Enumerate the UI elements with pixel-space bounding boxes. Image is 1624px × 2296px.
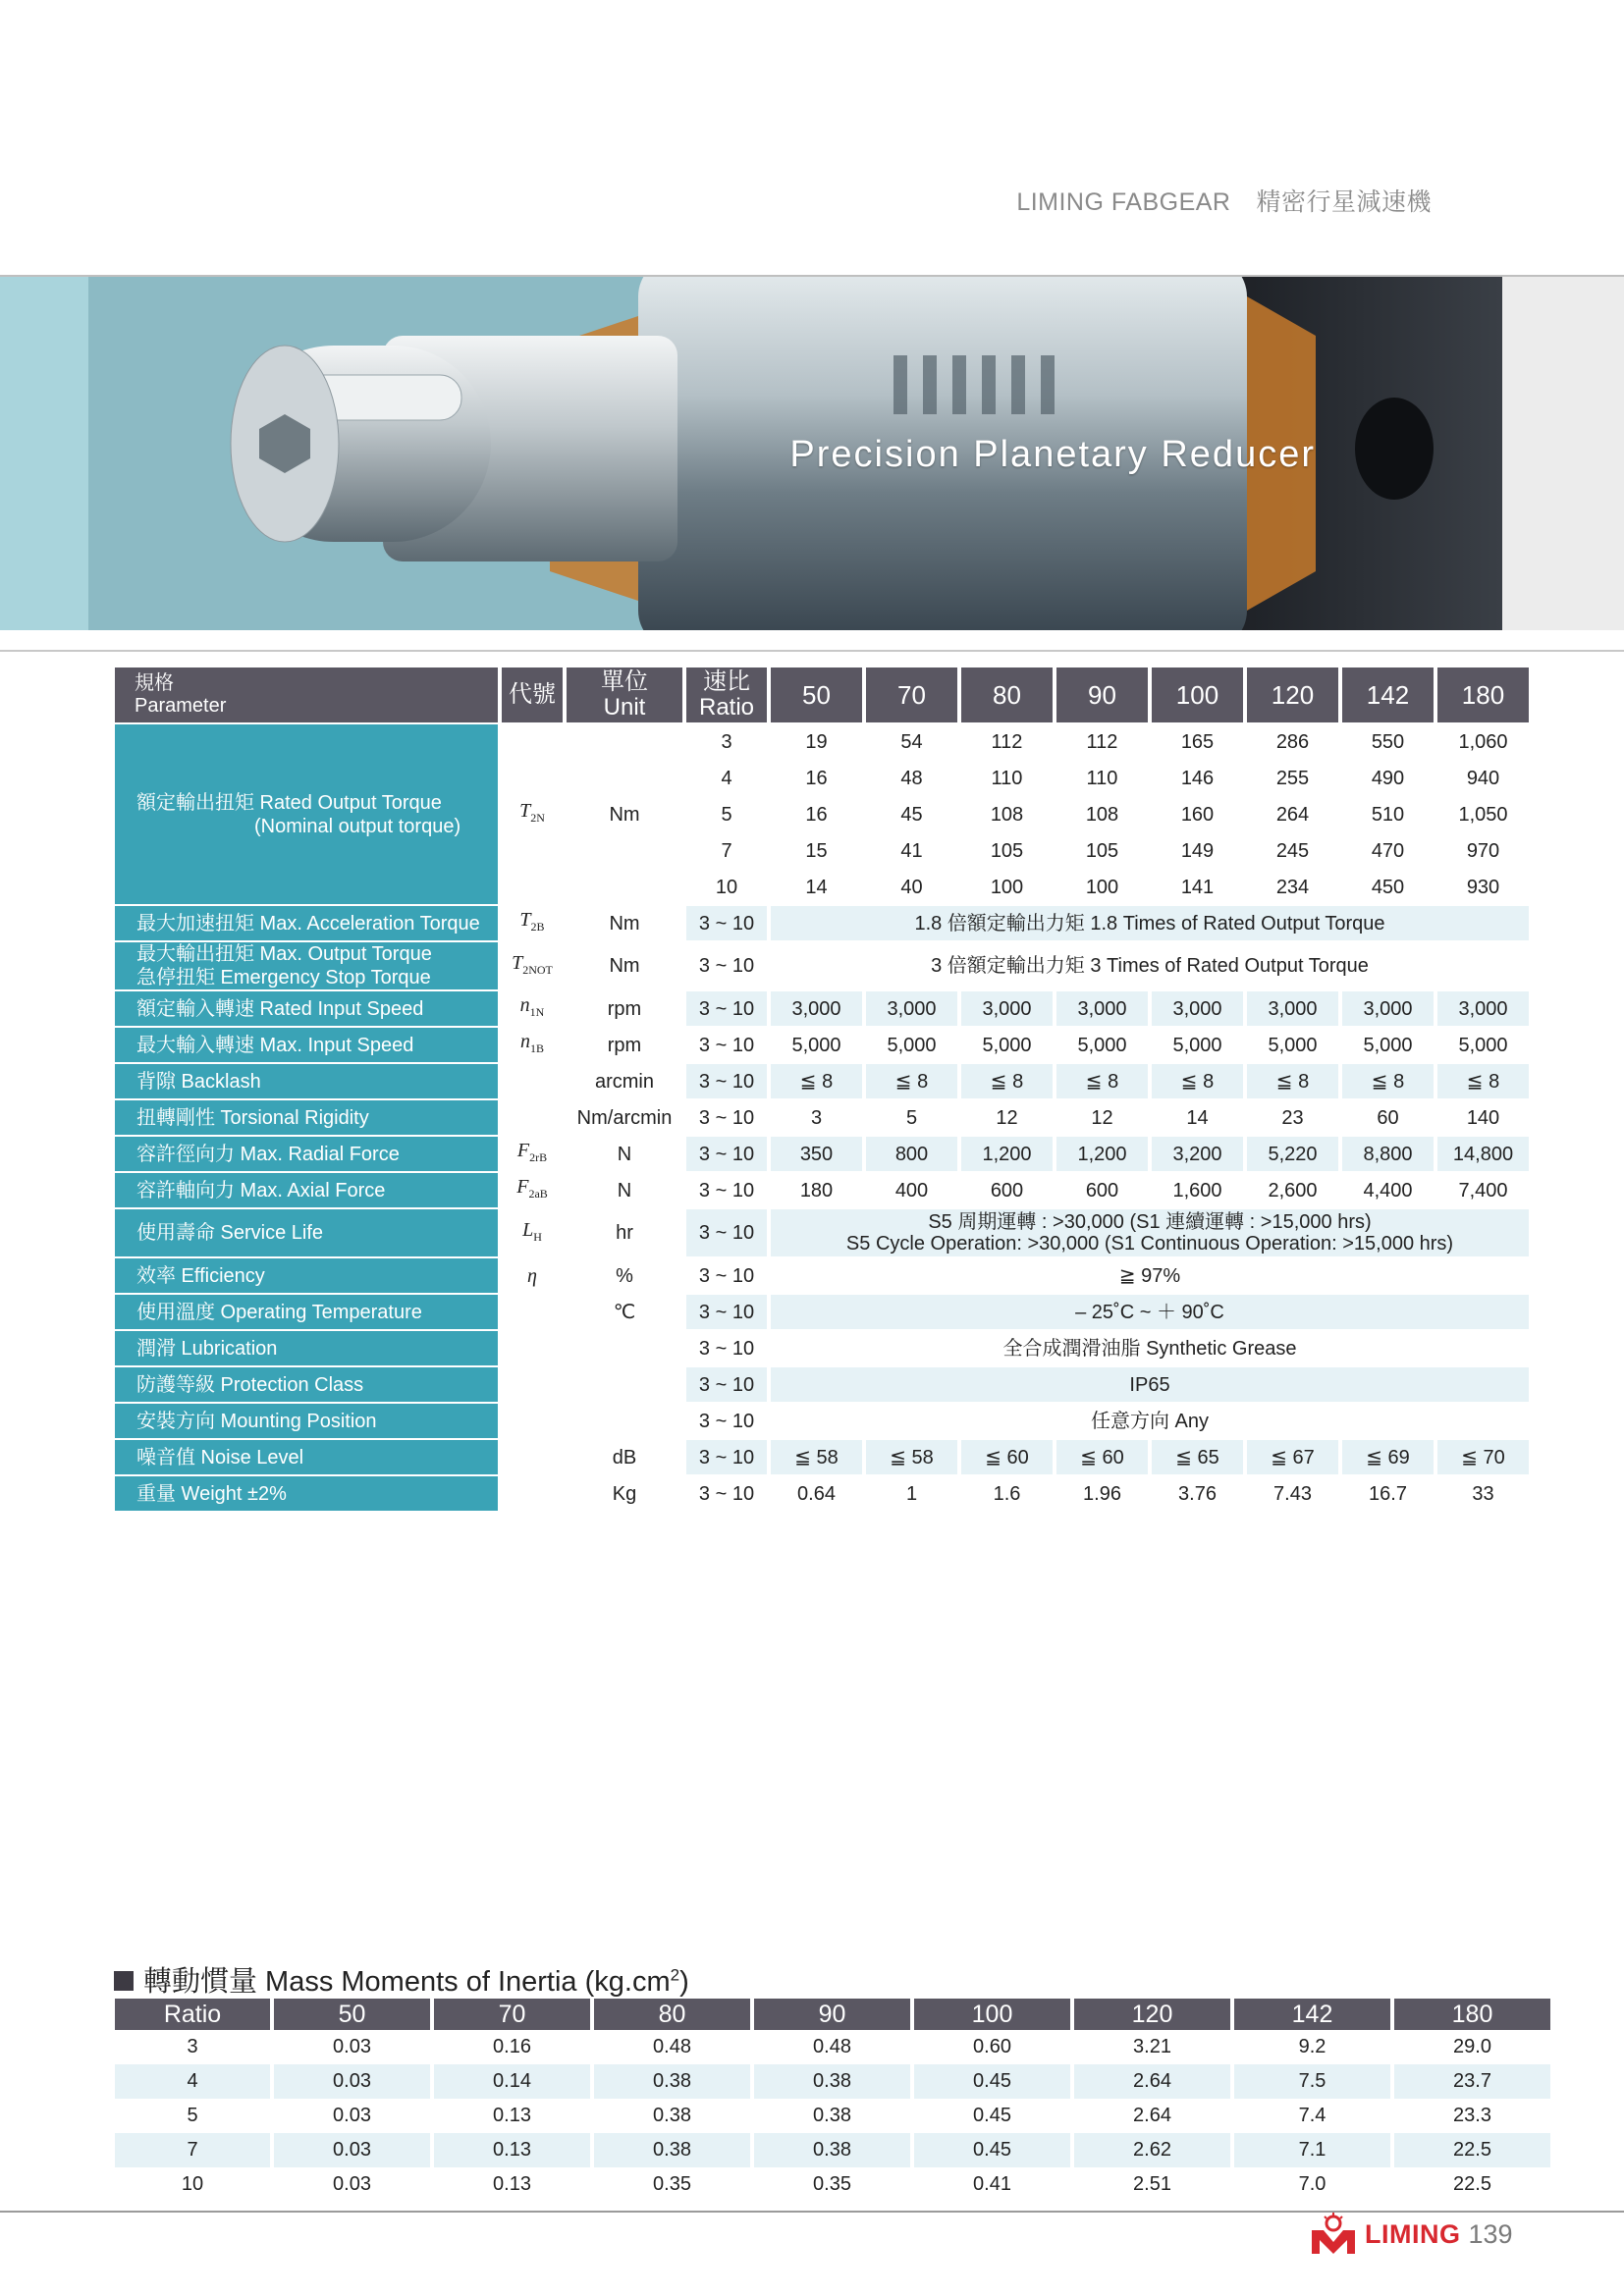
value-cell: 1.96 [1056, 1476, 1148, 1513]
inertia-cell: 0.13 [434, 2167, 590, 2202]
inertia-cell: 2.62 [1074, 2133, 1230, 2167]
unit-cell: rpm [567, 991, 682, 1028]
value-cell: 23 [1247, 1100, 1338, 1137]
span-value-cell: IP65 [771, 1367, 1529, 1404]
value-cell: 48 [866, 761, 957, 797]
table-row [115, 1367, 1529, 1404]
value-cell: 108 [1056, 797, 1148, 833]
inertia-section-title: 轉動慣量 Mass Moments of Inertia $(kg.cm^2)$ [114, 1959, 689, 2000]
inertia-cell: 0.38 [594, 2133, 750, 2167]
value-cell: 14 [1152, 1100, 1243, 1137]
inertia-cell: 7 [115, 2133, 270, 2167]
unit-cell: Nm [567, 724, 682, 906]
value-cell: 234 [1247, 870, 1338, 906]
row-label-max-accel: 最大加速扭矩 Max. Acceleration Torque [115, 906, 498, 942]
table-row [115, 1028, 1529, 1064]
value-cell: 14 [771, 870, 862, 906]
ratio-cell: 10 [686, 870, 767, 906]
row-label-rigidity: 扭轉剛性 Torsional Rigidity [115, 1100, 498, 1137]
symbol-t2b: $T_{2B}$ [502, 906, 563, 942]
inertia-cell: 5 [115, 2099, 270, 2133]
value-cell: 245 [1247, 833, 1338, 870]
unit-cell: arcmin [567, 1064, 682, 1100]
value-cell: 146 [1152, 761, 1243, 797]
value-cell: 12 [1056, 1100, 1148, 1137]
ratio-cell: 3 ~ 10 [686, 1064, 767, 1100]
inertia-cell: 0.35 [594, 2167, 750, 2202]
value-cell: 350 [771, 1137, 862, 1173]
inertia-header-row [115, 1999, 1550, 2030]
value-cell: 5,220 [1247, 1137, 1338, 1173]
symbol-empty [502, 1295, 563, 1331]
value-cell: 970 [1437, 833, 1529, 870]
symbol-empty [502, 1440, 563, 1476]
inertia-cell: 2.64 [1074, 2064, 1230, 2099]
inertia-header: 50 [274, 1999, 430, 2030]
inertia-cell: 0.38 [754, 2064, 910, 2099]
table-row [115, 1258, 1529, 1295]
value-cell: ≦ 58 [771, 1440, 862, 1476]
table-row [115, 1064, 1529, 1100]
value-cell: 600 [961, 1173, 1053, 1209]
value-cell: 100 [1056, 870, 1148, 906]
ratio-cell: 3 ~ 10 [686, 906, 767, 942]
ratio-cell: 3 ~ 10 [686, 1209, 767, 1258]
unit-cell: Nm [567, 906, 682, 942]
value-cell: 7,400 [1437, 1173, 1529, 1209]
ratio-cell: 3 ~ 10 [686, 1476, 767, 1513]
value-cell: ≦ 8 [1342, 1064, 1434, 1100]
reducer-photo [88, 277, 1502, 630]
value-cell: 12 [961, 1100, 1053, 1137]
value-cell: ≦ 8 [771, 1064, 862, 1100]
inertia-cell: 22.5 [1394, 2133, 1550, 2167]
value-cell: ≦ 8 [866, 1064, 957, 1100]
value-cell: 5,000 [771, 1028, 862, 1064]
row-label-rated-torque: 額定輸出扭矩 Rated Output Torque (Nominal output torque) [115, 724, 498, 906]
row-label-mounting: 安裝方向 Mounting Position [115, 1404, 498, 1440]
value-cell: 3,000 [1437, 991, 1529, 1028]
row-label-temperature: 使用溫度 Operating Temperature [115, 1295, 498, 1331]
value-cell: 112 [1056, 724, 1148, 761]
banner-rule [0, 650, 1624, 652]
section-bullet-icon [114, 1971, 134, 1991]
value-cell: 1.6 [961, 1476, 1053, 1513]
value-cell: 5,000 [1437, 1028, 1529, 1064]
symbol-t2n: $T_{2N}$ [502, 724, 563, 906]
value-cell: 33 [1437, 1476, 1529, 1513]
value-cell: 4,400 [1342, 1173, 1434, 1209]
value-cell: ≦ 65 [1152, 1440, 1243, 1476]
ratio-cell: 3 ~ 10 [686, 1137, 767, 1173]
unit-cell: % [567, 1258, 682, 1295]
value-cell: 160 [1152, 797, 1243, 833]
inertia-cell: 0.38 [754, 2133, 910, 2167]
symbol-t2not: $T_{2NOT}$ [502, 942, 563, 991]
ratio-cell: 3 ~ 10 [686, 1258, 767, 1295]
inertia-cell: 9.2 [1234, 2030, 1390, 2064]
ratio-cell: 3 ~ 10 [686, 1404, 767, 1440]
header-size: 120 [1247, 667, 1338, 724]
value-cell: 1,600 [1152, 1173, 1243, 1209]
table-row [115, 1331, 1529, 1367]
value-cell: 550 [1342, 724, 1434, 761]
footer [1310, 2213, 1513, 2256]
value-cell: 105 [961, 833, 1053, 870]
table-row [115, 1173, 1529, 1209]
symbol-empty [502, 1404, 563, 1440]
table-row [115, 2167, 1550, 2202]
banner-left-band [0, 277, 88, 630]
inertia-header: 142 [1234, 1999, 1390, 2030]
inertia-cell: 0.16 [434, 2030, 590, 2064]
header-parameter: 規格 Parameter [115, 667, 498, 724]
banner-title: Precision Planetary Reducer [789, 434, 1316, 475]
inertia-header: 100 [914, 1999, 1070, 2030]
brand-name: LIMING FABGEAR [1016, 188, 1231, 216]
value-cell: 0.64 [771, 1476, 862, 1513]
value-cell: 180 [771, 1173, 862, 1209]
value-cell: 15 [771, 833, 862, 870]
inertia-cell: 0.03 [274, 2099, 430, 2133]
inertia-header: 70 [434, 1999, 590, 2030]
inertia-cell: 4 [115, 2064, 270, 2099]
value-cell: ≦ 70 [1437, 1440, 1529, 1476]
value-cell: 165 [1152, 724, 1243, 761]
unit-cell: Nm/arcmin [567, 1100, 682, 1137]
inertia-cell: 2.64 [1074, 2099, 1230, 2133]
value-cell: 105 [1056, 833, 1148, 870]
row-label-emergency-torque: 最大輸出扭矩 Max. Output Torque 急停扭矩 Emergency Stop Torque [115, 942, 498, 991]
footer-brand: LIMING [1365, 2218, 1461, 2249]
inertia-cell: 0.14 [434, 2064, 590, 2099]
symbol-n1n: $n_{1N}$ [502, 991, 563, 1028]
inertia-cell: 7.5 [1234, 2064, 1390, 2099]
value-cell: 5,000 [866, 1028, 957, 1064]
ratio-cell: 4 [686, 761, 767, 797]
unit-cell: hr [567, 1209, 682, 1258]
inertia-cell: 2.51 [1074, 2167, 1230, 2202]
value-cell: 3 [771, 1100, 862, 1137]
span-value-cell: 全合成潤滑油脂 Synthetic Grease [771, 1331, 1529, 1367]
header-size: 50 [771, 667, 862, 724]
value-cell: ≦ 8 [1247, 1064, 1338, 1100]
table-row [115, 2064, 1550, 2099]
table-row [115, 724, 1529, 761]
inertia-cell: 0.35 [754, 2167, 910, 2202]
value-cell: 141 [1152, 870, 1243, 906]
ratio-cell: 3 [686, 724, 767, 761]
unit-cell: N [567, 1137, 682, 1173]
inertia-cell: 3.21 [1074, 2030, 1230, 2064]
table-row [115, 1137, 1529, 1173]
brand-header [1016, 183, 1432, 218]
ratio-cell: 3 ~ 10 [686, 1331, 767, 1367]
value-cell: 16 [771, 761, 862, 797]
unit-cell-empty [567, 1331, 682, 1367]
header-unit: 單位 Unit [567, 667, 682, 724]
value-cell: 3,000 [866, 991, 957, 1028]
span-value-cell: – 25˚C ~ ＋ 90˚C [771, 1295, 1529, 1331]
ratio-cell: 3 ~ 10 [686, 1028, 767, 1064]
value-cell: 3.76 [1152, 1476, 1243, 1513]
value-cell: 470 [1342, 833, 1434, 870]
table-row [115, 1100, 1529, 1137]
symbol-empty [502, 1064, 563, 1100]
product-banner [0, 277, 1624, 630]
span-value-cell: ≧ 97% [771, 1258, 1529, 1295]
ratio-cell: 5 [686, 797, 767, 833]
value-cell: 7.43 [1247, 1476, 1338, 1513]
ratio-cell: 3 ~ 10 [686, 1367, 767, 1404]
row-label-service-life: 使用壽命 Service Life [115, 1209, 498, 1258]
value-cell: 5,000 [1342, 1028, 1434, 1064]
inertia-cell: 0.45 [914, 2099, 1070, 2133]
value-cell: 1,050 [1437, 797, 1529, 833]
unit-cell: Kg [567, 1476, 682, 1513]
value-cell: 40 [866, 870, 957, 906]
value-cell: 3,000 [1342, 991, 1434, 1028]
value-cell: 19 [771, 724, 862, 761]
inertia-cell: 29.0 [1394, 2030, 1550, 2064]
header-size: 180 [1437, 667, 1529, 724]
header-code: 代號 [502, 667, 563, 724]
value-cell: 800 [866, 1137, 957, 1173]
table-row [115, 1404, 1529, 1440]
ratio-cell: 3 ~ 10 [686, 1173, 767, 1209]
value-cell: ≦ 8 [961, 1064, 1053, 1100]
table-row [115, 2030, 1550, 2064]
value-cell: 100 [961, 870, 1053, 906]
table-row [115, 2099, 1550, 2133]
header-size: 142 [1342, 667, 1434, 724]
inertia-cell: 0.38 [754, 2099, 910, 2133]
header-ratio: 速比 Ratio [686, 667, 767, 724]
value-cell: 255 [1247, 761, 1338, 797]
row-label-protection: 防護等級 Protection Class [115, 1367, 498, 1404]
value-cell: 5,000 [1247, 1028, 1338, 1064]
value-cell: ≦ 58 [866, 1440, 957, 1476]
row-label-lubrication: 潤滑 Lubrication [115, 1331, 498, 1367]
inertia-cell: 0.38 [594, 2064, 750, 2099]
header-size: 90 [1056, 667, 1148, 724]
value-cell: ≦ 8 [1152, 1064, 1243, 1100]
value-cell: 400 [866, 1173, 957, 1209]
inertia-cell: 7.1 [1234, 2133, 1390, 2167]
value-cell: 286 [1247, 724, 1338, 761]
value-cell: 8,800 [1342, 1137, 1434, 1173]
table-row [115, 906, 1529, 942]
inertia-header: Ratio [115, 1999, 270, 2030]
spec-table [111, 667, 1533, 1513]
symbol-empty [502, 1476, 563, 1513]
value-cell: 264 [1247, 797, 1338, 833]
ratio-cell: 3 ~ 10 [686, 1295, 767, 1331]
value-cell: 5,000 [1152, 1028, 1243, 1064]
symbol-empty [502, 1331, 563, 1367]
inertia-cell: 0.13 [434, 2099, 590, 2133]
symbol-empty [502, 1100, 563, 1137]
inertia-cell: 0.41 [914, 2167, 1070, 2202]
symbol-eta: η [502, 1258, 563, 1295]
header-size: 100 [1152, 667, 1243, 724]
value-cell: 1,200 [1056, 1137, 1148, 1173]
value-cell: 45 [866, 797, 957, 833]
symbol-empty [502, 1367, 563, 1404]
table-row [115, 1209, 1529, 1258]
symbol-n1b: $n_{1B}$ [502, 1028, 563, 1064]
value-cell: 3,200 [1152, 1137, 1243, 1173]
header-size: 70 [866, 667, 957, 724]
inertia-cell: 7.4 [1234, 2099, 1390, 2133]
inertia-cell: 0.38 [594, 2099, 750, 2133]
inertia-cell: 0.48 [594, 2030, 750, 2064]
unit-cell: ℃ [567, 1295, 682, 1331]
table-row [115, 942, 1529, 991]
value-cell: ≦ 8 [1056, 1064, 1148, 1100]
row-label-max-speed: 最大輸入轉速 Max. Input Speed [115, 1028, 498, 1064]
value-cell: 110 [1056, 761, 1148, 797]
row-label-axial-force: 容許軸向力 Max. Axial Force [115, 1173, 498, 1209]
value-cell: 149 [1152, 833, 1243, 870]
value-cell: 490 [1342, 761, 1434, 797]
inertia-table [111, 1999, 1554, 2202]
unit-cell: N [567, 1173, 682, 1209]
inertia-header: 90 [754, 1999, 910, 2030]
value-cell: ≦ 8 [1437, 1064, 1529, 1100]
value-cell: 112 [961, 724, 1053, 761]
value-cell: 600 [1056, 1173, 1148, 1209]
table-row [115, 991, 1529, 1028]
inertia-header: 120 [1074, 1999, 1230, 2030]
value-cell: 2,600 [1247, 1173, 1338, 1209]
value-cell: 110 [961, 761, 1053, 797]
table-row [115, 2133, 1550, 2167]
inertia-cell: 0.03 [274, 2167, 430, 2202]
value-cell: 5 [866, 1100, 957, 1137]
inertia-header: 80 [594, 1999, 750, 2030]
inertia-cell: 10 [115, 2167, 270, 2202]
inertia-cell: 7.0 [1234, 2167, 1390, 2202]
value-cell: 3,000 [1056, 991, 1148, 1028]
ratio-cell: 7 [686, 833, 767, 870]
value-cell: 41 [866, 833, 957, 870]
row-label-radial-force: 容許徑向力 Max. Radial Force [115, 1137, 498, 1173]
ratio-cell: 3 ~ 10 [686, 1100, 767, 1137]
unit-cell: rpm [567, 1028, 682, 1064]
span-value-cell: 3 倍額定輸出力矩 3 Times of Rated Output Torque [771, 942, 1529, 991]
value-cell: 510 [1342, 797, 1434, 833]
value-cell: 3,000 [1152, 991, 1243, 1028]
liming-logo-icon [1310, 2213, 1357, 2256]
unit-cell: Nm [567, 942, 682, 991]
symbol-lh: $L_H$ [502, 1209, 563, 1258]
inertia-header: 180 [1394, 1999, 1550, 2030]
span-value-cell: 1.8 倍額定輸出力矩 1.8 Times of Rated Output Torque [771, 906, 1529, 942]
span-value-cell: S5 周期運轉 : >30,000 (S1 連續運轉 : >15,000 hrs) S5 Cycle Operation: >30,000 (S1 Continuous Operation: >15,000 hrs) [771, 1209, 1529, 1258]
value-cell: 140 [1437, 1100, 1529, 1137]
inertia-cell: 0.60 [914, 2030, 1070, 2064]
value-cell: 3,000 [1247, 991, 1338, 1028]
page-number: 139 [1468, 2218, 1513, 2249]
value-cell: 450 [1342, 870, 1434, 906]
symbol-f2rb: $F_{2rB}$ [502, 1137, 563, 1173]
spec-header-row [115, 667, 1529, 724]
unit-cell: dB [567, 1440, 682, 1476]
row-label-noise: 噪音值 Noise Level [115, 1440, 498, 1476]
value-cell: ≦ 60 [1056, 1440, 1148, 1476]
inertia-cell: 0.45 [914, 2064, 1070, 2099]
value-cell: 3,000 [961, 991, 1053, 1028]
value-cell: 940 [1437, 761, 1529, 797]
unit-cell-empty [567, 1404, 682, 1440]
inertia-cell: 0.03 [274, 2030, 430, 2064]
ratio-cell: 3 ~ 10 [686, 1440, 767, 1476]
inertia-cell: 0.45 [914, 2133, 1070, 2167]
row-label-efficiency: 效率 Efficiency [115, 1258, 498, 1295]
value-cell: 5,000 [961, 1028, 1053, 1064]
row-label-weight: 重量 Weight ±2% [115, 1476, 498, 1513]
value-cell: 1 [866, 1476, 957, 1513]
table-row [115, 1476, 1529, 1513]
value-cell: ≦ 69 [1342, 1440, 1434, 1476]
value-cell: 60 [1342, 1100, 1434, 1137]
inertia-cell: 0.13 [434, 2133, 590, 2167]
value-cell: 5,000 [1056, 1028, 1148, 1064]
inertia-cell: 23.3 [1394, 2099, 1550, 2133]
ratio-cell: 3 ~ 10 [686, 942, 767, 991]
table-row [115, 1440, 1529, 1476]
value-cell: 1,060 [1437, 724, 1529, 761]
value-cell: 108 [961, 797, 1053, 833]
inertia-cell: 3 [115, 2030, 270, 2064]
inertia-cell: 22.5 [1394, 2167, 1550, 2202]
value-cell: ≦ 67 [1247, 1440, 1338, 1476]
inertia-cell: 23.7 [1394, 2064, 1550, 2099]
inertia-cell: 0.03 [274, 2064, 430, 2099]
unit-cell-empty [567, 1367, 682, 1404]
ratio-cell: 3 ~ 10 [686, 991, 767, 1028]
brand-name-cn: 精密行星減速機 [1256, 188, 1432, 216]
value-cell: 1,200 [961, 1137, 1053, 1173]
inertia-cell: 0.48 [754, 2030, 910, 2064]
table-row [115, 1295, 1529, 1331]
value-cell: 16.7 [1342, 1476, 1434, 1513]
span-value-cell: 任意方向 Any [771, 1404, 1529, 1440]
banner-right-band [1502, 277, 1624, 630]
value-cell: 14,800 [1437, 1137, 1529, 1173]
value-cell: 3,000 [771, 991, 862, 1028]
row-label-rated-speed: 額定輸入轉速 Rated Input Speed [115, 991, 498, 1028]
inertia-cell: 0.03 [274, 2133, 430, 2167]
symbol-f2ab: $F_{2aB}$ [502, 1173, 563, 1209]
value-cell: 54 [866, 724, 957, 761]
value-cell: ≦ 60 [961, 1440, 1053, 1476]
value-cell: 16 [771, 797, 862, 833]
row-label-backlash: 背隙 Backlash [115, 1064, 498, 1100]
header-size: 80 [961, 667, 1053, 724]
value-cell: 930 [1437, 870, 1529, 906]
